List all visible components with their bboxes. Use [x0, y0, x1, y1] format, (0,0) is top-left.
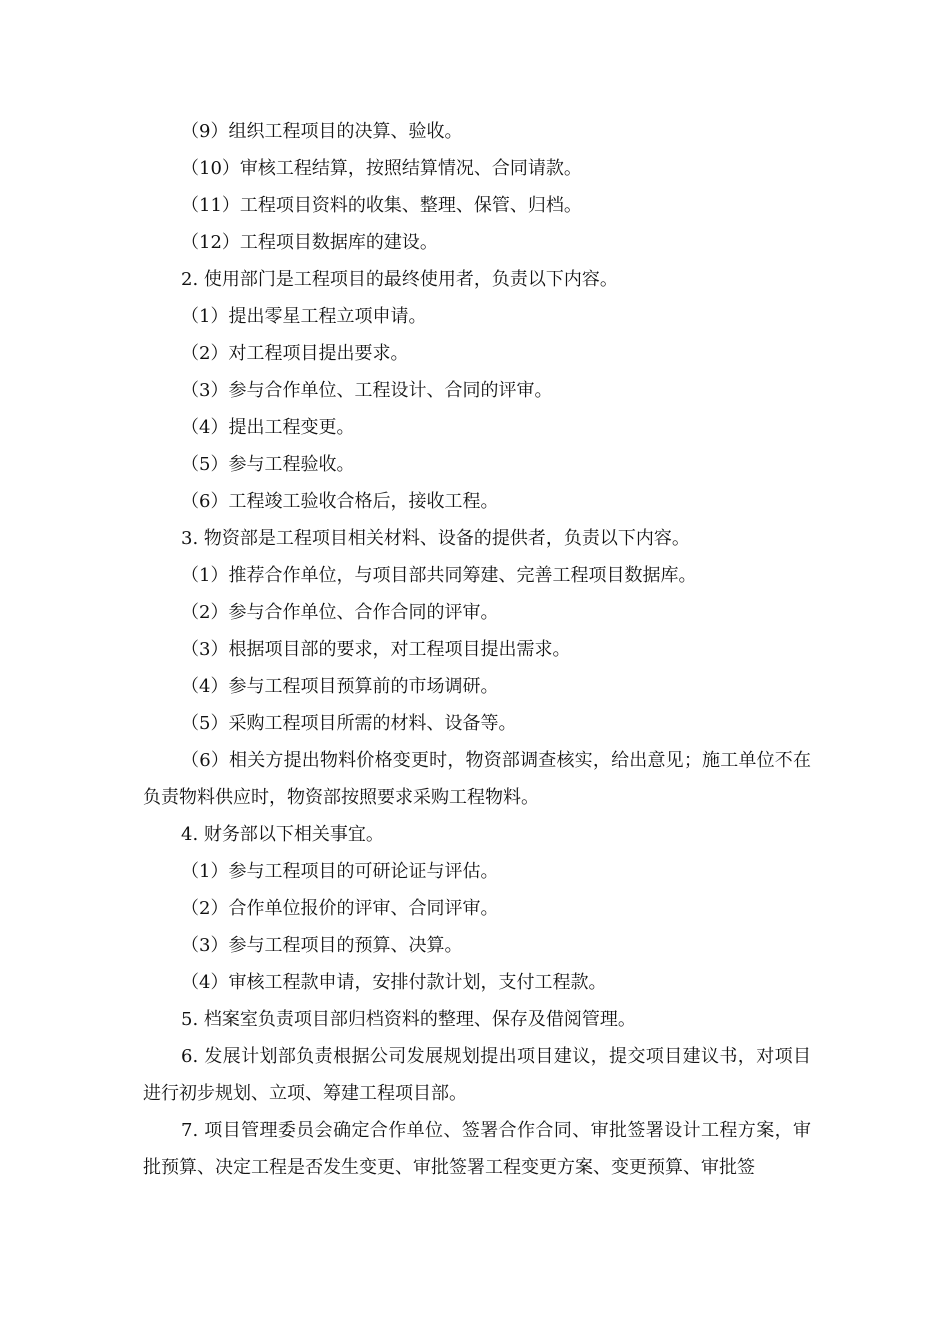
- paragraph-item-2-4: （4）提出工程变更。: [181, 417, 355, 438]
- paragraph-item-12: （12）工程项目数据库的建设。: [181, 232, 438, 253]
- paragraph-item-2-3: （3）参与合作单位、工程设计、合同的评审。: [181, 380, 553, 401]
- document-body: [143, 113, 811, 1186]
- paragraph-item-3-2: （2）参与合作单位、合作合同的评审。: [181, 602, 499, 623]
- paragraph-item-9: （9）组织工程项目的决算、验收。: [181, 121, 463, 142]
- section-heading-7: 7. 项目管理委员会确定合作单位、签署合作合同、审批签署设计工程方案，审批预算、决定工程是否发生变更、审批签署工程变更方案、变更预算、审批签: [143, 1120, 811, 1178]
- paragraph-item-3-3: （3）根据项目部的要求，对工程项目提出需求。: [181, 639, 571, 660]
- paragraph-item-2-2: （2）对工程项目提出要求。: [181, 343, 409, 364]
- paragraph-item-4-3: （3）参与工程项目的预算、决算。: [181, 935, 463, 956]
- section-heading-2: 2. 使用部门是工程项目的最终使用者，负责以下内容。: [181, 269, 618, 290]
- section-heading-4: 4. 财务部以下相关事宜。: [181, 824, 384, 845]
- section-heading-3: 3. 物资部是工程项目相关材料、设备的提供者，负责以下内容。: [181, 528, 690, 549]
- paragraph-item-3-4: （4）参与工程项目预算前的市场调研。: [181, 676, 499, 697]
- paragraph-item-2-6: （6）工程竣工验收合格后，接收工程。: [181, 491, 499, 512]
- paragraph-item-4-4: （4）审核工程款申请，安排付款计划，支付工程款。: [181, 972, 607, 993]
- section-heading-6: 6. 发展计划部负责根据公司发展规划提出项目建议，提交项目建议书，对项目进行初步规划、立项、筹建工程项目部。: [143, 1046, 811, 1104]
- paragraph-item-3-1: （1）推荐合作单位，与项目部共同筹建、完善工程项目数据库。: [181, 565, 697, 586]
- paragraph-item-4-1: （1）参与工程项目的可研论证与评估。: [181, 861, 499, 882]
- paragraph-item-2-5: （5）参与工程验收。: [181, 454, 355, 475]
- section-heading-5: 5. 档案室负责项目部归档资料的整理、保存及借阅管理。: [181, 1009, 636, 1030]
- paragraph-item-10: （10）审核工程结算，按照结算情况、合同请款。: [181, 158, 582, 179]
- paragraph-item-11: （11）工程项目资料的收集、整理、保管、归档。: [181, 195, 582, 216]
- paragraph-item-2-1: （1）提出零星工程立项申请。: [181, 306, 427, 327]
- paragraph-item-3-6: （6）相关方提出物料价格变更时，物资部调查核实，给出意见；施工单位不在负责物料供应时，物资部按照要求采购工程物料。: [143, 750, 811, 808]
- paragraph-item-4-2: （2）合作单位报价的评审、合同评审。: [181, 898, 499, 919]
- paragraph-item-3-5: （5）采购工程项目所需的材料、设备等。: [181, 713, 517, 734]
